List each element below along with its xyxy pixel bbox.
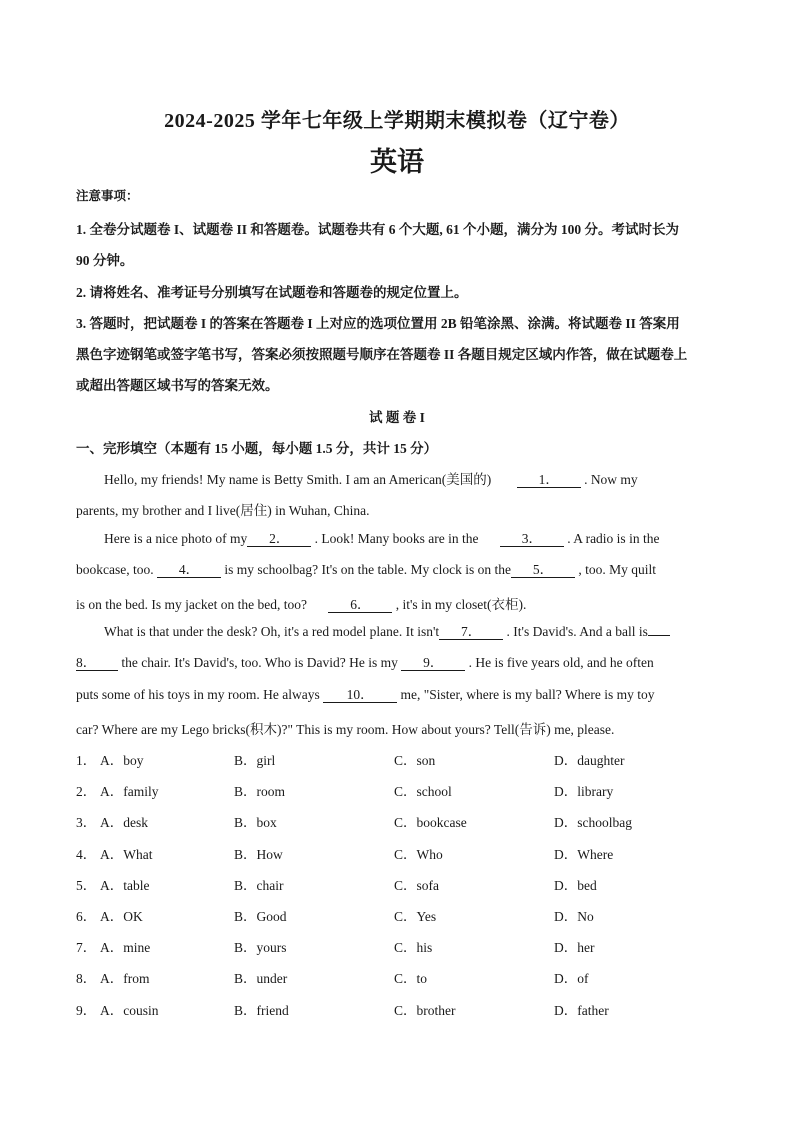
blank-8-start (648, 635, 670, 636)
question-number: 2． (76, 784, 97, 800)
passage-text: . Now my (584, 472, 638, 487)
exam-title: 2024-2025 学年七年级上学期期末模拟卷（辽宁卷） (164, 110, 630, 132)
option-a: A．boy (100, 753, 144, 768)
notice-heading: 注意事项： (76, 189, 139, 203)
notice-line-1: 1. 全卷分试题卷 I、试题卷 II 和答题卷。试题卷共有 6 个大题, 61 个小题，满分为 100 分。考试时长为 (76, 222, 680, 237)
option-c: C．bookcase (394, 815, 467, 831)
passage-text: Here is a nice photo of my (104, 531, 248, 546)
option-c: C．to (394, 971, 428, 987)
subject-title: 英语 (370, 147, 424, 177)
passage-text: me, "Sister, where is my ball? Where is my toy (400, 687, 655, 702)
passage-text: , it's in my closet(衣柜). (395, 597, 527, 612)
option-d: D．Where (554, 846, 614, 862)
passage-line: parents, my brother and I live(居住) in Wuhan, China. (76, 503, 370, 518)
option-b: B．friend (234, 1002, 289, 1018)
option-a: A．from (100, 971, 150, 987)
option-d: D．her (554, 940, 595, 956)
option-a: A．table (100, 877, 150, 893)
option-d: D．library (554, 784, 614, 800)
notice-line-1-cont: 90 分钟。 (76, 253, 134, 268)
notice-line-3: 3. 答题时，把试题卷 I 的答案在答题卷 I 上对应的选项位置用 2B 铅笔涂黑、涂满。将试题卷 II 答案用 (76, 316, 680, 331)
option-d: D．daughter (554, 753, 625, 768)
option-c: C．school (394, 784, 452, 800)
passage-text: . Look! Many books are in the (314, 531, 479, 546)
blank-5: 5． (511, 563, 575, 578)
blank-7: 7． (439, 625, 503, 640)
blank-9: 9． (401, 656, 465, 671)
question-number: 1． (76, 753, 97, 768)
option-b: B．box (234, 815, 277, 831)
passage-text: puts some of his toys in my room. He always (76, 687, 320, 702)
blank-8: 8． (76, 656, 118, 671)
notice-line-3-cont: 黑色字迹钢笔或签字笔书写，答案必须按照题号顺序在答题卷 II 各题目规定区域内作答，做在试题卷上 (76, 347, 688, 362)
option-d: D．schoolbag (554, 815, 632, 831)
question-number: 3． (76, 815, 97, 831)
passage-line (104, 468, 638, 488)
passage-text: bookcase, too. (76, 562, 154, 577)
blank-6: 6． (328, 598, 392, 613)
question-number: 6． (76, 909, 97, 924)
paper-title: 试 题 卷 I (369, 410, 425, 425)
blank-4: 4． (157, 563, 221, 578)
option-a: A．family (100, 784, 159, 800)
passage-text: Hello, my friends! My name is Betty Smith. I am an American(美国的) (104, 472, 492, 487)
option-b: B．girl (234, 753, 276, 768)
notice-line-2: 2. 请将姓名、准考证号分别填写在试题卷和答题卷的规定位置上。 (76, 285, 468, 300)
option-d: D．bed (554, 877, 597, 893)
question-number: 7． (76, 940, 97, 956)
option-a: A．OK (100, 909, 143, 924)
option-c: C．son (394, 753, 436, 768)
question-number: 4． (76, 846, 97, 862)
option-c: C．brother (394, 1002, 456, 1018)
option-b: B．room (234, 784, 286, 800)
blank-1: 1． (517, 473, 581, 488)
passage-text: What is that under the desk? Oh, it's a red model plane. It isn't (104, 624, 440, 639)
option-b: B．yours (234, 940, 287, 956)
option-c: C．Yes (394, 909, 437, 924)
option-b: B．under (234, 971, 288, 987)
passage-text: . He is five years old, and he often (468, 655, 654, 670)
part-one-title: 一、完形填空（本题有 15 小题，每小题 1.5 分，共计 15 分） (76, 441, 438, 456)
passage-line (104, 531, 659, 547)
blank-2: 2． (247, 532, 311, 547)
passage-line (76, 687, 655, 703)
blank-3: 3． (500, 532, 564, 547)
option-c: C．sofa (394, 877, 439, 893)
option-a: A．desk (100, 815, 148, 831)
option-b: B．chair (234, 877, 284, 893)
option-a: A．mine (100, 940, 151, 956)
option-d: D．No (554, 909, 594, 924)
option-b: B．How (234, 846, 283, 862)
passage-line (76, 655, 654, 671)
passage-line (104, 624, 670, 640)
option-c: C．Who (394, 846, 443, 862)
passage-text: is on the bed. Is my jacket on the bed, too? (76, 597, 307, 612)
notice-line-3-end: 或超出答题区域书写的答案无效。 (76, 378, 279, 393)
passage-line (76, 562, 656, 578)
option-b: B．Good (234, 909, 287, 924)
passage-text: the chair. It's David's, too. Who is David? He is my (121, 655, 398, 670)
passage-text: . A radio is in the (567, 531, 660, 546)
question-number: 5． (76, 877, 97, 893)
passage-text: is my schoolbag? It's on the table. My clock is on the (224, 562, 511, 577)
passage-line (76, 593, 526, 613)
question-number: 9． (76, 1002, 97, 1018)
passage-text: . It's David's. And a ball is (506, 624, 648, 639)
question-number: 8． (76, 971, 97, 987)
option-d: D．father (554, 1002, 609, 1018)
option-a: A．What (100, 846, 153, 862)
blank-10: 10． (323, 688, 397, 703)
option-a: A．cousin (100, 1002, 159, 1018)
option-d: D．of (554, 971, 589, 987)
option-c: C．his (394, 940, 433, 956)
passage-line: car? Where are my Lego bricks(积木)?" This is my room. How about yours? Tell(告诉) me, please. (76, 722, 615, 737)
passage-text: , too. My quilt (578, 562, 657, 577)
